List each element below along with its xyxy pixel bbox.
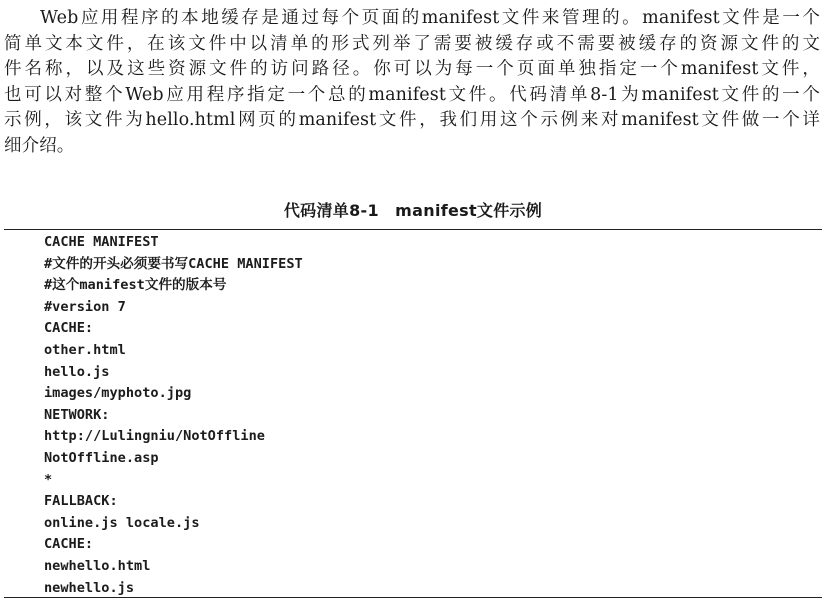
code-line: CACHE MANIFEST — [44, 234, 159, 250]
paragraph-line: 也可以对整个Web应用程序指定一个总的manifest文件。代码清单8-1为manifest文件的一个 — [4, 84, 820, 105]
code-line: NotOffline.asp — [44, 449, 159, 466]
paragraph-line: Web应用程序的本地缓存是通过每个页面的manifest文件来管理的。manifest文件是一个 — [40, 8, 820, 28]
code-line: FALLBACK: — [44, 493, 118, 510]
code-line: #这个manifest文件的版本号 — [44, 277, 227, 294]
code-line: newhello.html — [44, 557, 151, 574]
code-line: other.html — [44, 341, 126, 358]
code-line: http://Lulingniu/NotOffline — [44, 428, 265, 445]
paragraph-line: 简单文本文件，在该文件中以清单的形式列举了需要被缓存或不需要被缓存的资源文件的文 — [4, 33, 820, 54]
code-line: online.js locale.js — [44, 514, 200, 531]
code-listing-caption: 代码清单8-1 manifest文件示例 — [283, 201, 543, 220]
code-bottom-rule — [4, 597, 822, 598]
paragraph-line: 细介绍。 — [4, 135, 75, 156]
code-line: newhello.js — [44, 579, 135, 596]
code-line: * — [44, 471, 53, 488]
code-line: CACHE: — [44, 536, 94, 553]
body-paragraph — [0, 6, 826, 160]
code-line: #文件的开头必须要书写CACHE MANIFEST — [44, 255, 303, 272]
paragraph-line: 示例，该文件为hello.html网页的manifest文件，我们用这个示例来对manifest文件做一个详 — [4, 110, 820, 131]
code-top-rule — [4, 229, 822, 230]
code-line: CACHE: — [44, 320, 94, 337]
code-line: hello.js — [44, 363, 110, 380]
code-line: #version 7 — [44, 298, 126, 315]
code-line: NETWORK: — [44, 406, 110, 423]
code-listing — [44, 232, 303, 599]
code-line: images/myphoto.jpg — [44, 385, 192, 402]
paragraph-line: 件名称，以及这些资源文件的访问路径。你可以为每一个页面单独指定一个manifest文件， — [4, 59, 820, 80]
